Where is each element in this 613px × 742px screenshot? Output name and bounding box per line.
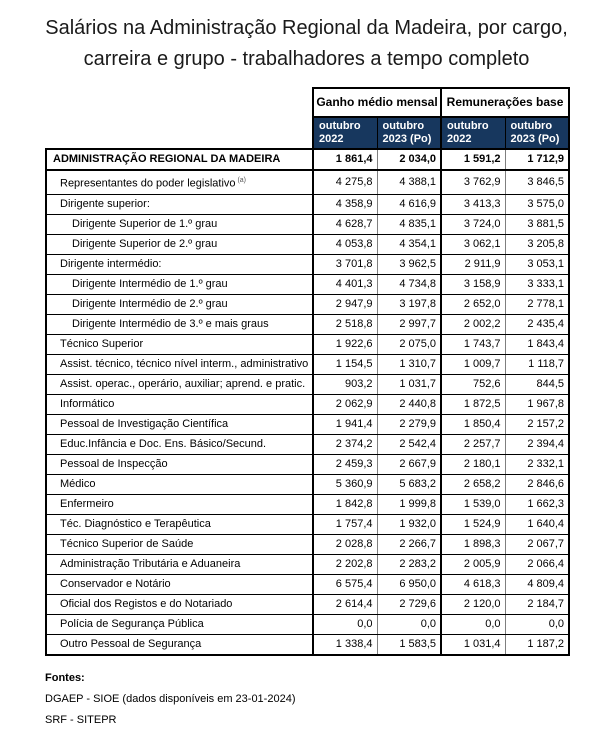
value-cell: 2 120,0 (441, 594, 505, 614)
row-label: Informático (46, 394, 313, 414)
value-cell: 2 257,7 (441, 434, 505, 454)
corner-cell (46, 117, 313, 149)
row-label: Administração Tributária e Aduaneira (46, 554, 313, 574)
value-cell: 2 067,7 (505, 534, 569, 554)
value-cell: 0,0 (313, 614, 377, 634)
value-cell: 6 575,4 (313, 574, 377, 594)
value-cell: 3 962,5 (377, 254, 441, 274)
value-cell: 2 947,9 (313, 294, 377, 314)
value-cell: 1 187,2 (505, 634, 569, 655)
value-cell: 1 662,3 (505, 494, 569, 514)
value-cell: 4 388,1 (377, 170, 441, 194)
sources-block (45, 672, 613, 727)
value-cell: 2 440,8 (377, 394, 441, 414)
row-label: Representantes do poder legislativo $^{(a)}$ (46, 170, 313, 194)
row-label: Pessoal de Inspecção (46, 454, 313, 474)
value-cell: 1 999,8 (377, 494, 441, 514)
value-cell: 2 518,8 (313, 314, 377, 334)
value-cell: 4 835,1 (377, 214, 441, 234)
value-cell: 2 459,3 (313, 454, 377, 474)
value-cell: 1 031,7 (377, 374, 441, 394)
value-cell: 3 575,0 (505, 194, 569, 214)
row-label: Médico (46, 474, 313, 494)
value-cell: 4 401,3 (313, 274, 377, 294)
value-cell: 4 358,9 (313, 194, 377, 214)
table-row (46, 574, 569, 594)
value-cell: 3 724,0 (441, 214, 505, 234)
value-cell: 4 616,9 (377, 194, 441, 214)
table-row (46, 454, 569, 474)
value-cell: 1 154,5 (313, 354, 377, 374)
value-cell: 5 683,2 (377, 474, 441, 494)
row-label: Dirigente Superior de 1.º grau (46, 214, 313, 234)
value-cell: 2 667,9 (377, 454, 441, 474)
value-cell: 2 435,4 (505, 314, 569, 334)
value-cell: 1 031,4 (441, 634, 505, 655)
row-label: Oficial dos Registos e do Notariado (46, 594, 313, 614)
value-cell: 752,6 (441, 374, 505, 394)
value-cell: 1 310,7 (377, 354, 441, 374)
value-cell: 3 846,5 (505, 170, 569, 194)
row-label: Outro Pessoal de Segurança (46, 634, 313, 655)
value-cell: 4 354,1 (377, 234, 441, 254)
value-cell: 3 762,9 (441, 170, 505, 194)
value-cell: 1 898,3 (441, 534, 505, 554)
value-cell: 2 266,7 (377, 534, 441, 554)
table-row (46, 434, 569, 454)
table-row (46, 149, 569, 170)
table-row (46, 554, 569, 574)
table-row (46, 234, 569, 254)
value-cell: 1 757,4 (313, 514, 377, 534)
column-group-remuneracoes-base: Remunerações base (441, 88, 569, 117)
value-cell: 1 583,5 (377, 634, 441, 655)
row-label: Dirigente Intermédio de 1.º grau (46, 274, 313, 294)
row-label: Pessoal de Investigação Científica (46, 414, 313, 434)
value-cell: 2 846,6 (505, 474, 569, 494)
table-row (46, 634, 569, 655)
row-label: Dirigente Intermédio de 3.º e mais graus (46, 314, 313, 334)
page-title: Salários na Administração Regional da Madeira, por cargo, carreira e grupo - trabalhadores a tempo completo (45, 17, 568, 70)
value-cell: 1 640,4 (505, 514, 569, 534)
value-cell: 2 778,1 (505, 294, 569, 314)
table-row (46, 374, 569, 394)
row-label: Técnico Superior (46, 334, 313, 354)
value-cell: 3 701,8 (313, 254, 377, 274)
row-label: Dirigente intermédio: (46, 254, 313, 274)
row-label: Técnico Superior de Saúde (46, 534, 313, 554)
table-header (46, 88, 569, 149)
value-cell: 2 066,4 (505, 554, 569, 574)
value-cell: 2 283,2 (377, 554, 441, 574)
table-row (46, 394, 569, 414)
footnote-marker: (a) (235, 177, 247, 184)
table-row (46, 414, 569, 434)
table-row (46, 354, 569, 374)
value-cell: 2 028,8 (313, 534, 377, 554)
column-header-ganho-outubro-2023: outubro 2023 (Po) (377, 117, 441, 149)
salary-table (45, 87, 570, 656)
value-cell: 2 279,9 (377, 414, 441, 434)
value-cell: 2 652,0 (441, 294, 505, 314)
value-cell: 2 374,2 (313, 434, 377, 454)
value-cell: 2 184,7 (505, 594, 569, 614)
corner-cell (46, 88, 313, 117)
value-cell: 1 872,5 (441, 394, 505, 414)
value-cell: 1 743,7 (441, 334, 505, 354)
value-cell: 1 712,9 (505, 149, 569, 170)
table-row (46, 294, 569, 314)
value-cell: 1 843,4 (505, 334, 569, 354)
value-cell: 1 539,0 (441, 494, 505, 514)
value-cell: 2 332,1 (505, 454, 569, 474)
value-cell: 2 005,9 (441, 554, 505, 574)
row-label: Polícia de Segurança Pública (46, 614, 313, 634)
value-cell: 0,0 (505, 614, 569, 634)
source-line-srf: SRF - SITEPR (45, 713, 117, 726)
value-cell: 4 734,8 (377, 274, 441, 294)
row-label: Enfermeiro (46, 494, 313, 514)
value-cell: 3 205,8 (505, 234, 569, 254)
value-cell: 1 118,7 (505, 354, 569, 374)
value-cell: 2 034,0 (377, 149, 441, 170)
value-cell: 1 842,8 (313, 494, 377, 514)
value-cell: 3 881,5 (505, 214, 569, 234)
row-label: Dirigente superior: (46, 194, 313, 214)
value-cell: 1 009,7 (441, 354, 505, 374)
value-cell: 2 180,1 (441, 454, 505, 474)
value-cell: 5 360,9 (313, 474, 377, 494)
table-row (46, 170, 569, 194)
value-cell: 3 197,8 (377, 294, 441, 314)
value-cell: 4 809,4 (505, 574, 569, 594)
row-label: Dirigente Superior de 2.º grau (46, 234, 313, 254)
value-cell: 3 333,1 (505, 274, 569, 294)
row-label: Assist. técnico, técnico nível interm., administrativo (46, 354, 313, 374)
value-cell: 1 338,4 (313, 634, 377, 655)
table-row (46, 274, 569, 294)
value-cell: 2 002,2 (441, 314, 505, 334)
source-line-dgaep: DGAEP - SIOE (dados disponíveis em 23-01-2024) (45, 692, 296, 705)
table-row (46, 474, 569, 494)
value-cell: 2 062,9 (313, 394, 377, 414)
value-cell: 2 997,7 (377, 314, 441, 334)
value-cell: 3 053,1 (505, 254, 569, 274)
row-label: Téc. Diagnóstico e Terapêutica (46, 514, 313, 534)
value-cell: 1 524,9 (441, 514, 505, 534)
value-cell: 4 275,8 (313, 170, 377, 194)
table-row (46, 594, 569, 614)
value-cell: 1 591,2 (441, 149, 505, 170)
value-cell: 3 158,9 (441, 274, 505, 294)
value-cell: 1 941,4 (313, 414, 377, 434)
value-cell: 2 911,9 (441, 254, 505, 274)
value-cell: 4 628,7 (313, 214, 377, 234)
row-label: Conservador e Notário (46, 574, 313, 594)
table-row (46, 214, 569, 234)
value-cell: 6 950,0 (377, 574, 441, 594)
table-row (46, 534, 569, 554)
value-cell: 1 967,8 (505, 394, 569, 414)
row-label: Dirigente Intermédio de 2.º grau (46, 294, 313, 314)
value-cell: 2 614,4 (313, 594, 377, 614)
value-cell: 0,0 (441, 614, 505, 634)
value-cell: 3 413,3 (441, 194, 505, 214)
value-cell: 2 658,2 (441, 474, 505, 494)
row-label: Educ.Infância e Doc. Ens. Básico/Secund. (46, 434, 313, 454)
table-row (46, 334, 569, 354)
value-cell: 4 618,3 (441, 574, 505, 594)
column-header-ganho-outubro-2022: outubro 2022 (313, 117, 377, 149)
table-row (46, 194, 569, 214)
row-label: Assist. operac., operário, auxiliar; aprend. e pratic. (46, 374, 313, 394)
value-cell: 1 861,4 (313, 149, 377, 170)
period-header-row (46, 117, 569, 149)
table-row (46, 494, 569, 514)
value-cell: 2 157,2 (505, 414, 569, 434)
table-row (46, 614, 569, 634)
column-header-base-outubro-2023: outubro 2023 (Po) (505, 117, 569, 149)
sources-heading: Fontes: (45, 671, 85, 684)
column-header-base-outubro-2022: outubro 2022 (441, 117, 505, 149)
value-cell: 903,2 (313, 374, 377, 394)
value-cell: 1 932,0 (377, 514, 441, 534)
table-row (46, 254, 569, 274)
value-cell: 844,5 (505, 374, 569, 394)
column-group-ganho-medio-mensal: Ganho médio mensal (313, 88, 441, 117)
value-cell: 1 850,4 (441, 414, 505, 434)
value-cell: 2 075,0 (377, 334, 441, 354)
value-cell: 0,0 (377, 614, 441, 634)
table-row (46, 314, 569, 334)
table-body (46, 149, 569, 655)
value-cell: 2 394,4 (505, 434, 569, 454)
group-header-row (46, 88, 569, 117)
value-cell: 4 053,8 (313, 234, 377, 254)
value-cell: 2 202,8 (313, 554, 377, 574)
value-cell: 1 922,6 (313, 334, 377, 354)
table-row (46, 514, 569, 534)
value-cell: 2 729,6 (377, 594, 441, 614)
value-cell: 3 062,1 (441, 234, 505, 254)
row-label: ADMINISTRAÇÃO REGIONAL DA MADEIRA (46, 149, 313, 170)
value-cell: 2 542,4 (377, 434, 441, 454)
